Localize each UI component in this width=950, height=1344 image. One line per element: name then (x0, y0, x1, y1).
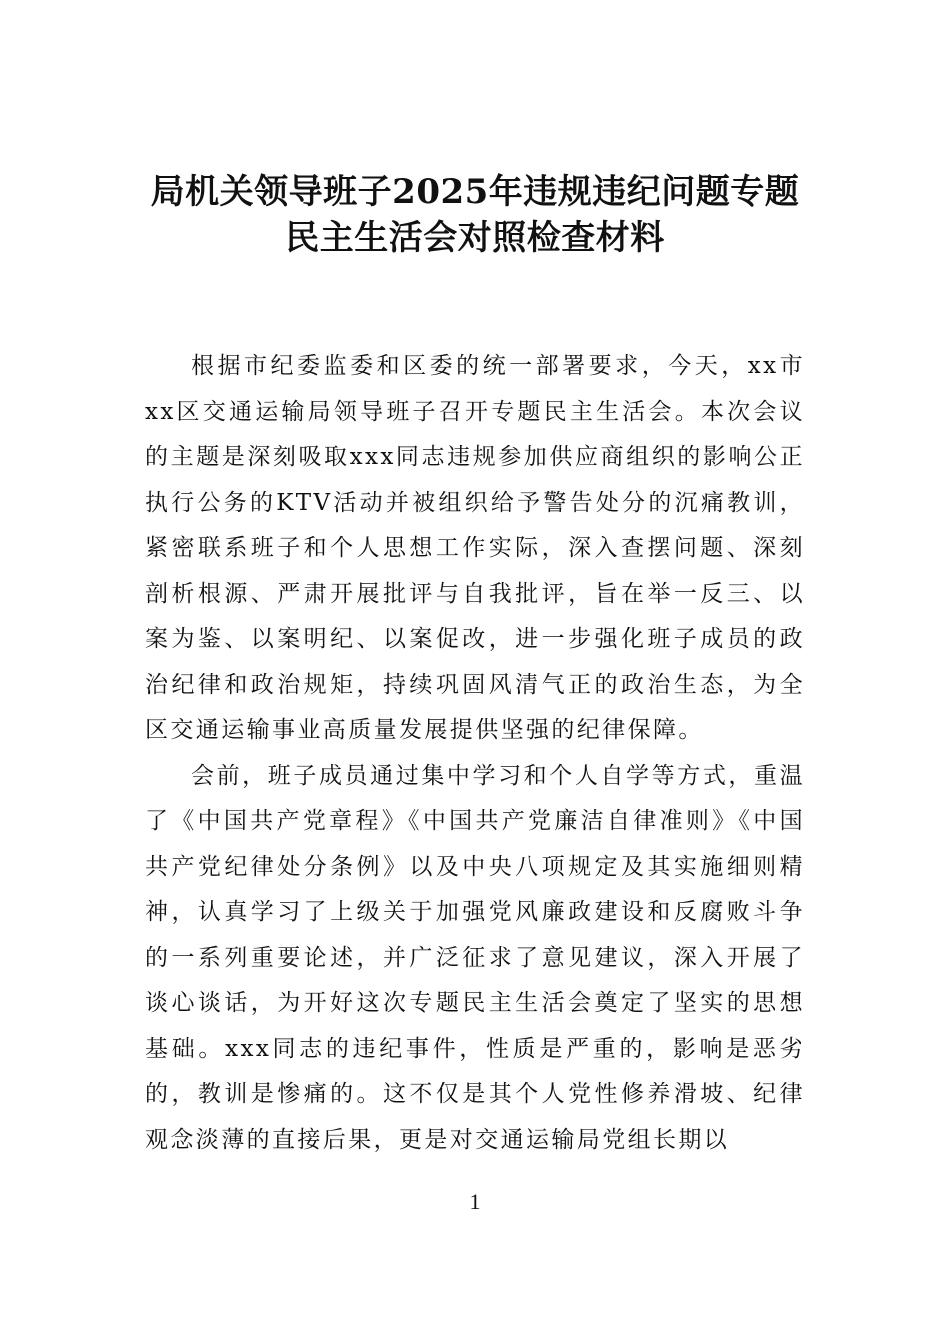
document-body (145, 344, 805, 1163)
page-number: 1 (469, 1189, 481, 1214)
document-title-line-2: 民主生活会对照检查材料 (285, 218, 665, 258)
body-paragraph-2: 会前，班子成员通过集中学习和个人自学等方式，重温了《中国共产党章程》《中国共产党廉洁自律准则》《中国共产党纪律处分条例》以及中央八项规定及其实施细则精神，认真学习了上级关于加强党风廉政建设和反腐败斗争的一系列重要论述，并广泛征求了意见建议，深入开展了谈心谈话，为开好这次专题民主生活会奠定了坚实的思想基础。xxx同志的违纪事件，性质是严重的，影响是恶劣的，教训是惨痛的。这不仅是其个人党性修养滑坡、纪律观念淡薄的直接后果，更是对交通运输局党组长期以 (145, 762, 805, 1153)
document-title-line-1: 局机关领导班子2025年违规违纪问题专题 (150, 172, 800, 212)
body-paragraph-1: 根据市纪委监委和区委的统一部署要求，今天，xx市xx区交通运输局领导班子召开专题民主生活会。本次会议的主题是深刻吸取xxx同志违规参加供应商组织的影响公正执行公务的KTV活动并被组织给予警告处分的沉痛教训，紧密联系班子和个人思想工作实际，深入查摆问题、深刻剖析根源、严肃开展批评与自我批评，旨在举一反三、以案为鉴、以案明纪、以案促改，进一步强化班子成员的政治纪律和政治规矩，持续巩固风清气正的政治生态，为全区交通运输事业高质量发展提供坚强的纪律保障。 (145, 353, 805, 743)
